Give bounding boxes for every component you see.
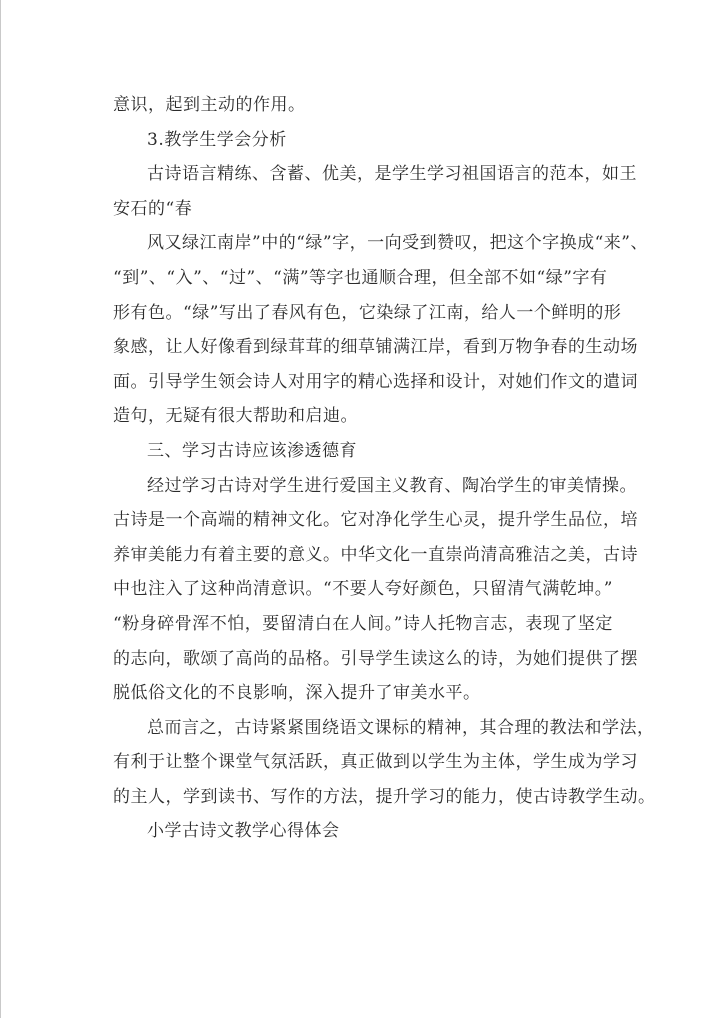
text-line: 养审美能力有着主要的意义。中华文化一直崇尚清高雅洁之美，古诗	[113, 544, 638, 565]
text-line: 3.教学生学会分析	[147, 129, 287, 150]
text-line: 的主人，学到读书、写作的方法，提升学习的能力，使古诗教学生动。	[113, 786, 656, 807]
text-line: 安石的“春	[113, 198, 193, 219]
text-line: “粉身碎骨浑不怕，要留清白在人间。”诗人托物言志，表现了坚定	[113, 613, 613, 634]
text-line: 有利于让整个课堂气氛活跃，真正做到以学生为主体，学生成为学习	[113, 752, 638, 773]
text-line: 三、学习古诗应该渗透德育	[147, 440, 357, 461]
text-line: 形有色。“绿”写出了春风有色，它染绿了江南，给人一个鲜明的形	[113, 302, 622, 323]
text-line: 总而言之，古诗紧紧围绕语文课标的精神，其合理的教法和学法，	[147, 717, 655, 738]
text-line: 脱低俗文化的不良影响，深入提升了审美水平。	[113, 683, 481, 704]
text-line: 小学古诗文教学心得体会	[147, 821, 340, 842]
text-line: “到”、“入”、“过”、“满”等字也通顺合理，但全部不如“绿”字有	[113, 267, 608, 288]
text-line: 意识，起到主动的作用。	[113, 95, 306, 115]
text-line: 的志向，歌颂了高尚的品格。引导学生读这么的诗，为她们提供了摆	[113, 648, 638, 669]
text-line: 古诗语言精练、含蓄、优美，是学生学习祖国语言的范本，如王	[147, 164, 637, 185]
text-line: 古诗是一个高端的精神文化。它对净化学生心灵，提升学生品位，培	[113, 510, 638, 531]
text-line: 造句，无疑有很大帮助和启迪。	[113, 406, 358, 427]
document-body	[113, 88, 656, 849]
text-line: 象感，让人好像看到绿茸茸的细草铺满江岸，看到万物争春的生动场	[113, 337, 638, 358]
text-line: 风又绿江南岸”中的“绿”字，一向受到赞叹，把这个字换成“来”、	[147, 233, 648, 254]
text-line: 中也注入了这种尚清意识。“不要人夸好颜色，只留清气满乾坤。”	[113, 579, 613, 600]
text-line: 经过学习古诗对学生进行爱国主义教育、陶冶学生的审美情操。	[147, 475, 637, 496]
text-line: 面。引导学生领会诗人对用字的精心选择和设计，对她们作文的遣词	[113, 371, 638, 392]
